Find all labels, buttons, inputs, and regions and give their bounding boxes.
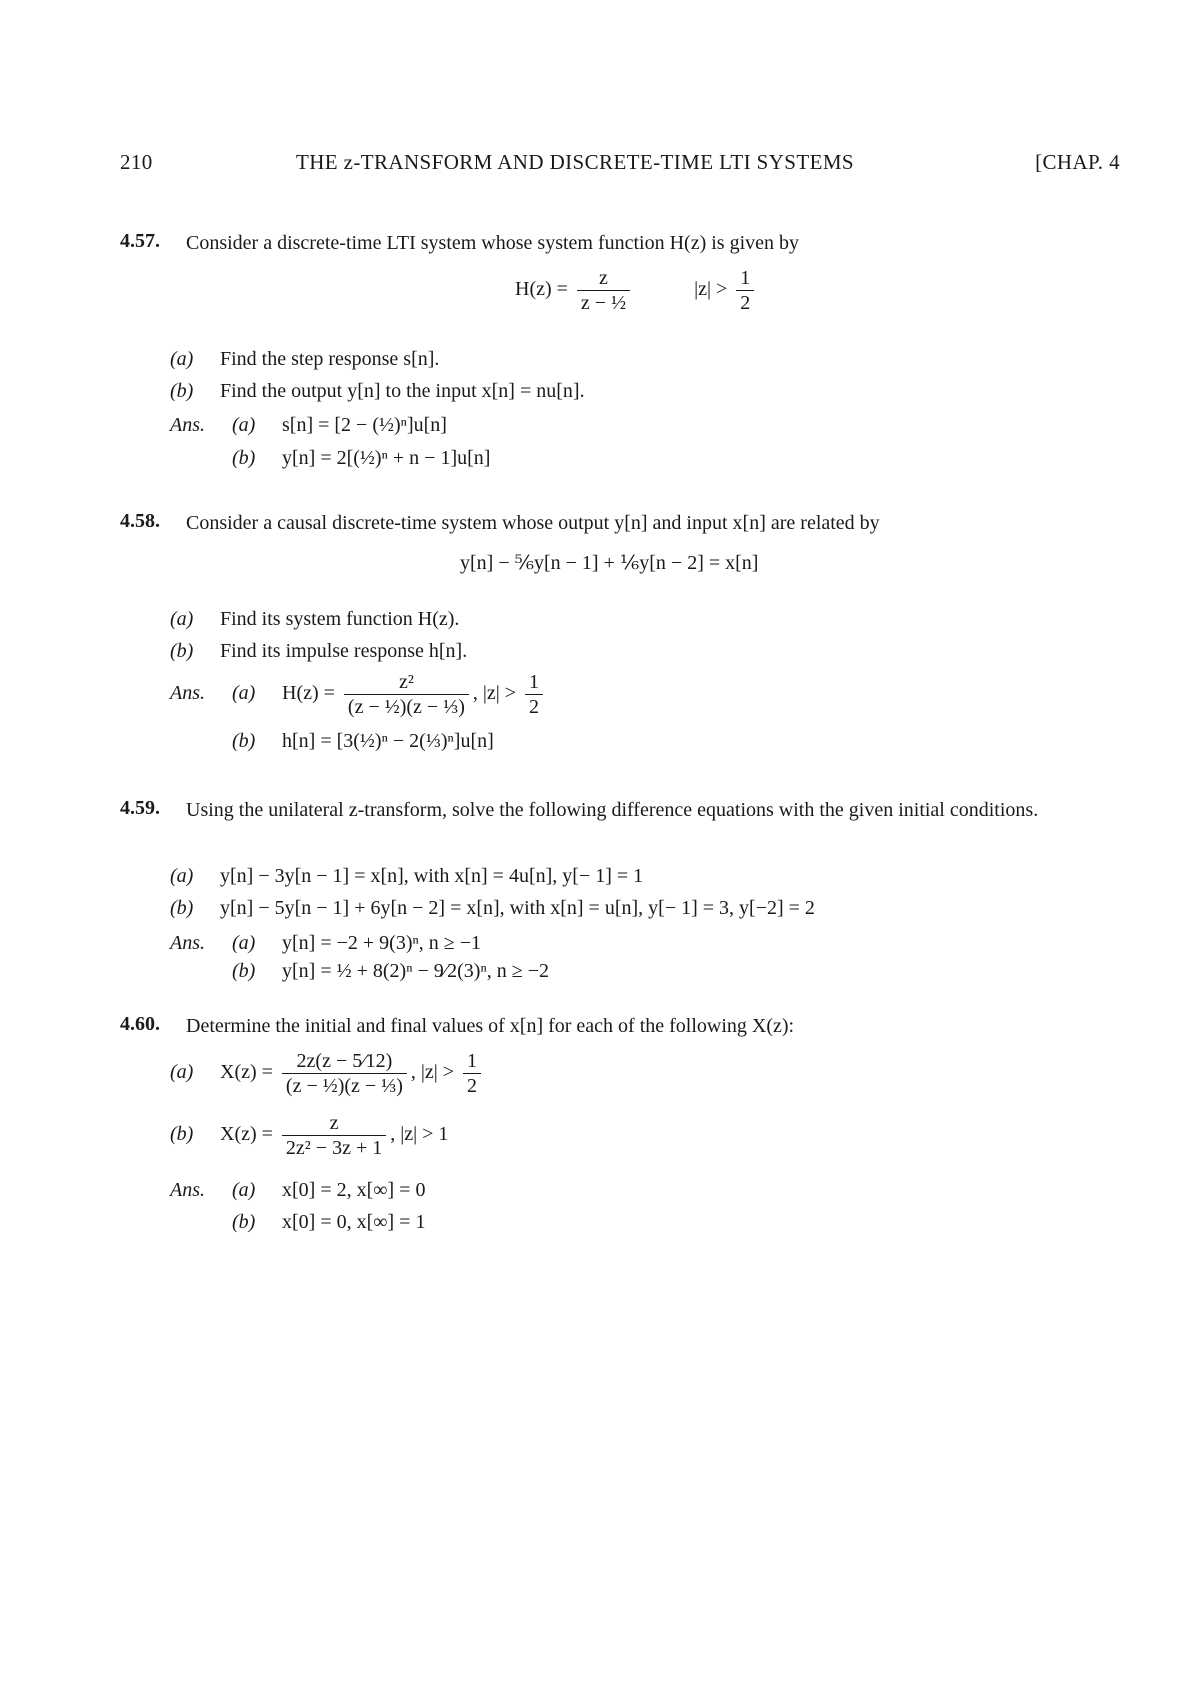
part-text: Find the output y[n] to the input x[n] = nu[n]. (220, 380, 585, 402)
equation-lhs: X(z) = (220, 1123, 273, 1146)
answer-a (170, 670, 547, 719)
answer-a (170, 932, 481, 955)
denominator: (z − ½)(z − ⅓) (282, 1073, 407, 1098)
roc-fraction (736, 266, 754, 315)
answer-label: (b) (232, 730, 256, 752)
answer-text: h[n] = [3(½)ⁿ − 2(⅓)ⁿ]u[n] (282, 730, 494, 752)
part-label: (a) (170, 865, 194, 887)
part-a (170, 608, 459, 631)
denominator: 2z² − 3z + 1 (282, 1135, 386, 1160)
answer-label: (a) (232, 1179, 256, 1201)
chapter-label: [CHAP. 4 (1035, 150, 1120, 174)
part-b (170, 897, 815, 920)
denominator: 2 (736, 290, 754, 315)
equation-lhs: H(z) = (282, 682, 335, 705)
numerator: 1 (740, 267, 751, 289)
part-a (170, 865, 643, 888)
answer-b (232, 960, 549, 983)
problem-statement: Consider a causal discrete-time system whose output y[n] and input x[n] are related by (186, 512, 880, 534)
answer-b (232, 1211, 425, 1234)
part-label: (b) (170, 1123, 194, 1146)
denominator: z − ½ (577, 290, 630, 315)
answer-label: (a) (232, 682, 256, 705)
roc-fraction (463, 1049, 481, 1098)
roc-fraction (525, 670, 543, 719)
answer-label: (b) (232, 447, 256, 469)
numerator: z (329, 1112, 339, 1134)
fraction (344, 670, 469, 719)
ans-label: Ans. (170, 932, 205, 954)
part-b (170, 1111, 448, 1160)
problem-number: 4.60. (120, 1013, 160, 1035)
part-label: (a) (170, 1061, 194, 1084)
numerator: z² (398, 671, 414, 693)
part-label: (a) (170, 348, 194, 370)
part-text: y[n] − 5y[n − 1] + 6y[n − 2] = x[n], with x[n] = u[n], y[− 1] = 3, y[−2] = 2 (220, 897, 815, 919)
fraction (282, 1049, 407, 1098)
numerator: 1 (467, 1050, 478, 1072)
part-b (170, 380, 585, 403)
roc: |z| > (694, 278, 728, 301)
answer-label: (b) (232, 1211, 256, 1233)
answer-text: x[0] = 2, x[∞] = 0 (282, 1179, 426, 1201)
problem-statement: Determine the initial and final values of x[n] for each of the following X(z): (186, 1015, 795, 1037)
problem-statement: Using the unilateral z-transform, solve the following difference equations with the given initial conditions. (186, 799, 1039, 821)
answer-label: (a) (232, 932, 256, 954)
denominator: (z − ½)(z − ⅓) (344, 694, 469, 719)
roc: , |z| > (472, 682, 517, 705)
part-text: Find its impulse response h[n]. (220, 640, 468, 662)
answer-text: x[0] = 0, x[∞] = 1 (282, 1211, 426, 1233)
part-text: Find its system function H(z). (220, 608, 460, 630)
answer-label: (b) (232, 960, 256, 982)
page-number: 210 (120, 150, 153, 174)
part-label: (b) (170, 640, 194, 662)
answer-text: y[n] = −2 + 9(3)ⁿ, n ≥ −1 (282, 932, 482, 954)
fraction (577, 266, 630, 315)
ans-label: Ans. (170, 682, 205, 705)
part-b (170, 640, 467, 663)
equation-lhs: H(z) = (515, 278, 568, 301)
answer-b (232, 730, 494, 753)
equation-lhs: X(z) = (220, 1061, 273, 1084)
running-head (120, 150, 1120, 180)
chapter-title: THE z-TRANSFORM AND DISCRETE-TIME LTI SYSTEMS (296, 150, 854, 174)
ans-label: Ans. (170, 1179, 205, 1201)
problem-number: 4.58. (120, 510, 160, 532)
numerator: z (599, 267, 608, 289)
part-a (170, 348, 439, 371)
answer-text: y[n] = ½ + 8(2)ⁿ − 9⁄2(3)ⁿ, n ≥ −2 (282, 960, 549, 982)
part-text: Find the step response s[n]. (220, 348, 440, 370)
denominator: 2 (525, 694, 543, 719)
problem-number: 4.59. (120, 797, 160, 819)
part-label: (b) (170, 897, 194, 919)
part-label: (b) (170, 380, 194, 402)
answer-label: (a) (232, 414, 256, 436)
roc: , |z| > 1 (390, 1123, 449, 1146)
answer-a (170, 414, 447, 437)
difference-equation: y[n] − ⅚y[n − 1] + ⅙y[n − 2] = x[n] (460, 552, 759, 574)
answer-a (170, 1179, 425, 1202)
answer-b (232, 447, 490, 470)
problem-statement: Consider a discrete-time LTI system whose system function H(z) is given by (186, 232, 800, 254)
system-function-equation (515, 266, 758, 315)
problem-number: 4.57. (120, 230, 160, 252)
answer-text: y[n] = 2[(½)ⁿ + n − 1]u[n] (282, 447, 491, 469)
part-label: (a) (170, 608, 194, 630)
denominator: 2 (463, 1073, 481, 1098)
roc: , |z| > (410, 1061, 455, 1084)
ans-label: Ans. (170, 414, 205, 436)
fraction (282, 1111, 386, 1160)
numerator: 1 (529, 671, 540, 693)
part-text: y[n] − 3y[n − 1] = x[n], with x[n] = 4u[n], y[− 1] = 1 (220, 865, 644, 887)
answer-text: s[n] = [2 − (½)ⁿ]u[n] (282, 414, 447, 436)
numerator: 2z(z − 5⁄12) (296, 1050, 393, 1072)
part-a (170, 1049, 485, 1098)
